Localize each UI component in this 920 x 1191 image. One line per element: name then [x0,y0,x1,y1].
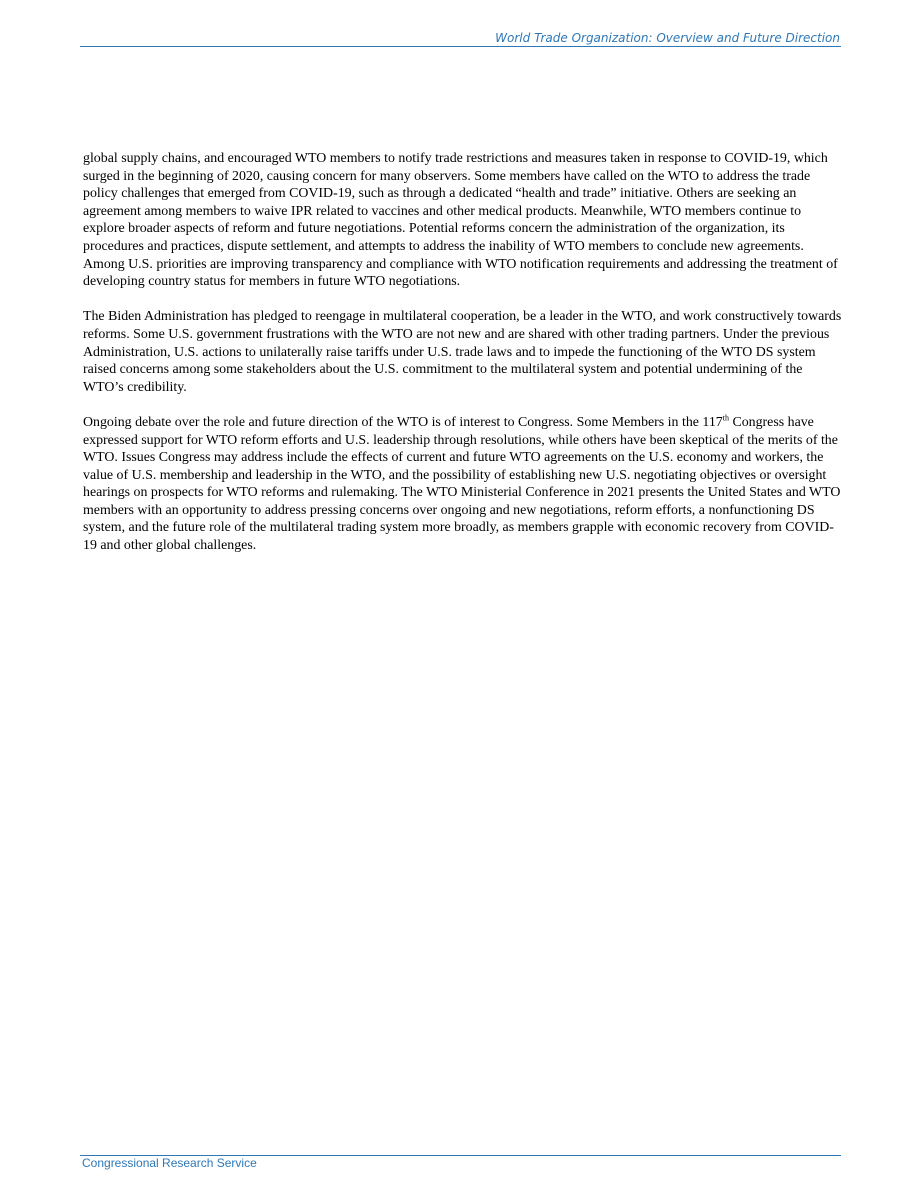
paragraph-congress-debate [83,414,843,555]
running-header-title: World Trade Organization: Overview and Future Direction [495,31,840,45]
header-divider [80,46,841,47]
document-body [83,150,843,572]
paragraph-congress-text-end: Congress have expressed support for WTO reform efforts and U.S. leadership through resolutions, while others have been skeptical of the merits of the WTO. Issues Congress may address include the effects of current and future WTO agreements on the U.S. economy and workers, the value of U.S. membership and leadership in the WTO, and the possibility of establishing new U.S. negotiating objectives or oversight hearings on prospects for WTO reforms and rulemaking. The WTO Ministerial Conference in 2021 presents the United States and WTO members with an opportunity to address pressing concerns over ongoing and new negotiations, reform efforts, a nonfunctioning DS system, and the future role of the multilateral trading system more broadly, as members grapple with economic recovery from COVID-19 and other global challenges. [83,414,841,554]
paragraph-biden-administration: The Biden Administration has pledged to reengage in multilateral cooperation, be a leader in the WTO, and work constructively towards reforms. Some U.S. government frustrations with the WTO are not new and are shared with other trading partners. Under the previous Administration, U.S. actions to unilaterally raise tariffs under U.S. trade laws and to impede the functioning of the WTO DS system raised concerns among some stakeholders about the U.S. commitment to the multilateral system and potential undermining of the WTO’s credibility. [83,309,842,395]
footer-source-label: Congressional Research Service [82,1156,257,1170]
ordinal-superscript: th [722,413,729,423]
paragraph-global-supply-chains: global supply chains, and encouraged WTO members to notify trade restrictions and measures taken in response to COVID-19, which surged in the beginning of 2020, causing concern for many observers. Some members have called on the WTO to address the trade policy challenges that emerged from COVID-19, such as through a dedicated “health and trade” initiative. Others are seeking an agreement among members to waive IPR related to vaccines and other medical products. Meanwhile, WTO members continue to explore broader aspects of reform and future negotiations. Potential reforms concern the administration of the organization, its procedures and practices, dispute settlement, and attempts to address the inability of WTO members to conclude new agreements. Among U.S. priorities are improving transparency and compliance with WTO notification requirements and addressing the treatment of developing country status for members in future WTO negotiations. [83,151,838,290]
paragraph-congress-text-start: Ongoing debate over the role and future direction of the WTO is of interest to Congress. Some Members in the 117 [83,414,723,430]
